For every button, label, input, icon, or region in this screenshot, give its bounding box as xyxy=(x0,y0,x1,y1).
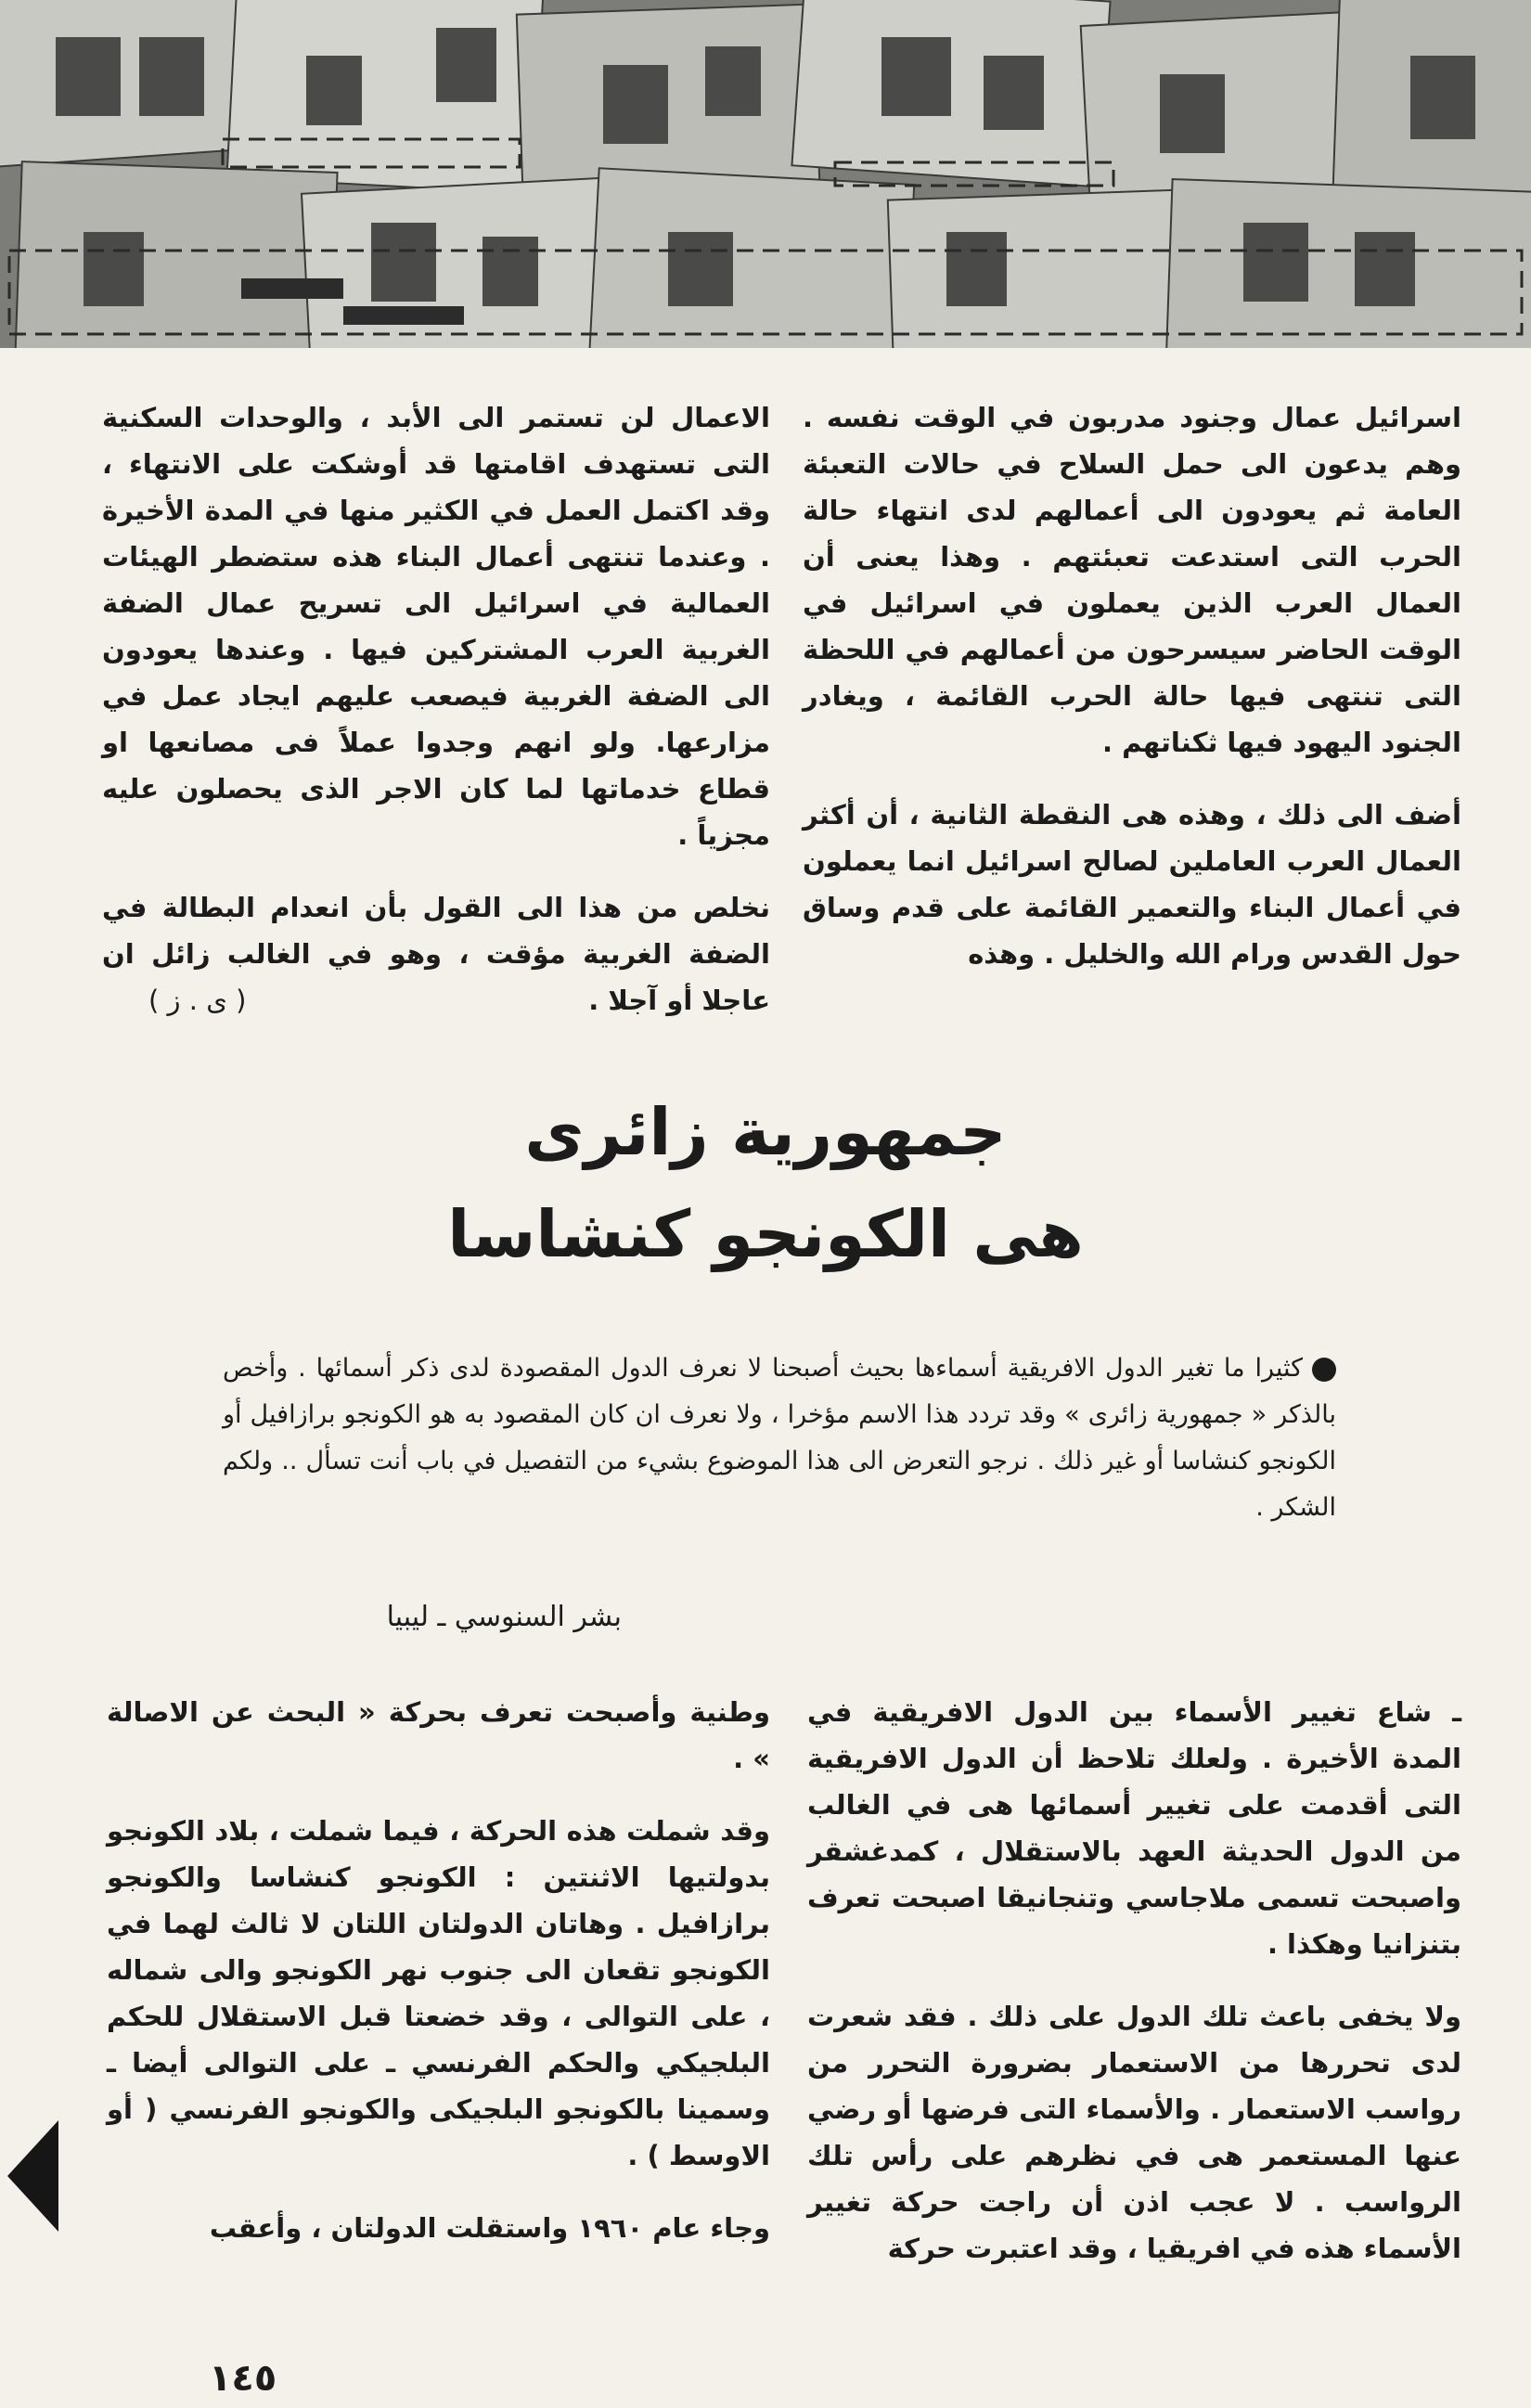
headline-line-2: هى الكونجو كنشاسا xyxy=(447,1196,1084,1272)
article-signature: ( ى . ز ) xyxy=(148,985,247,1016)
top-article-right-column xyxy=(803,394,1461,1003)
paragraph: اسرائيل عمال وجنود مدربون في الوقت نفسه . وهم يدعون الى حمل السلاح في حالات التعبئة العامة ثم يعودون الى أعمالهم لدى انتهاء حالة الحرب التى استدعت تعبئتهم . وهذا يعنى أن العمال العرب الذين يعملون في اسرائيل في الوقت الحاضر سيسرحون من أعمالهم في اللحظة التى تنتهى فيها حالة الحرب القائمة ، ويغادر الجنود اليهود فيها ثكناتهم . xyxy=(803,402,1461,758)
header-photo-envelopes xyxy=(0,0,1531,348)
paragraph: وطنية وأصبحت تعرف بحركة « البحث عن الاصالة » . xyxy=(107,1696,770,1774)
paragraph: أضف الى ذلك ، وهذه هى النقطة الثانية ، أن أكثر العمال العرب العاملين لصالح اسرائيل انما يعملون في أعمال البناء والتعمير القائمة على قدم وساق حول القدس ورام الله والخليل . وهذه xyxy=(803,799,1461,970)
paragraph: الاعمال لن تستمر الى الأبد ، والوحدات السكنية التى تستهدف اقامتها قد أوشكت على الانتهاء ، وقد اكتمل العمل في الكثير منها في المدة الأخيرة . وعندما تنتهى أعمال البناء هذه ستضطر الهيئات العمالية في اسرائيل الى تسريح عمال الضفة الغربية العرب المشتركين فيها . وعندها يعودون الى الضفة الغربية فيصعب عليهم ايجاد عمل في مزارعها. ولو انهم وجدوا عملاً فى مصانعها او قطاع خدماتها لما كان الاجر الذى يحصلون عليه مجزياً . xyxy=(102,402,770,851)
paragraph: وجاء عام ١٩٦٠ واستقلت الدولتان ، وأعقب xyxy=(209,2212,770,2244)
envelopes-collage-image xyxy=(0,0,1531,348)
headline-line-1: جمهورية زائرى xyxy=(524,1094,1007,1170)
question-text: كثيرا ما تغير الدول الافريقية أسماءها بحيث أصبحنا لا نعرف الدول المقصودة لدى ذكر أسمائها . وأخص بالذكر « جمهورية زائرى » وقد تردد هذا الاسم مؤخرا ، ولا نعرف ان كان المقصود به هو الكونجو برازافيل أو الكونجو كنشاسا أو غير ذلك . نرجو التعرض الى هذا الموضوع بشيء من التفصيل في باب أنت تسأل .. ولكم الشكر . xyxy=(223,1354,1336,1522)
paragraph-with-signature xyxy=(102,884,770,1024)
paragraph: وقد شملت هذه الحركة ، فيما شملت ، بلاد الكونجو بدولتيها الاثنتين : الكونجو كنشاسا والكونجو برازافيل . وهاتان الدولتان اللتان لا ثالث لهما في الكونجو تقعان الى جنوب نهر الكونجو والى شماله ، على التوالى ، وقد خضعتا قبل الاستقلال للحكم البلجيكي والحكم الفرنسي ـ على التوالى أيضا ـ وسمينا بالكونجو البلجيكى والكونجو الفرنسي ( أو الاوسط ) . xyxy=(107,1815,770,2171)
reader-question xyxy=(223,1346,1336,1531)
paragraph: ولا يخفى باعث تلك الدول على ذلك . فقد شعرت لدى تحررها من الاستعمار بضرورة التحرر من رواسب الاستعمار . والأسماء التى فرضها أو رضي عنها المستعمر هى في نظرهم على رأس تلك الرواسب . لا عجب اذن أن راجت حركة تغيير الأسماء هذه في افريقيا ، وقد اعتبرت حركة xyxy=(807,2001,1461,2264)
question-author: بشر السنوسي ـ ليبيا xyxy=(386,1601,622,1633)
top-article-left-column xyxy=(102,394,770,1049)
paragraph-text: نخلص من هذا الى القول بأن انعدام البطالة في الضفة الغربية مؤقت ، وهو في الغالب زائل ان عاجلا أو آجلا . xyxy=(102,892,770,1016)
answer-right-column xyxy=(807,1689,1461,2298)
answer-left-column xyxy=(107,1689,770,2277)
paragraph: ـ شاع تغيير الأسماء بين الدول الافريقية في المدة الأخيرة . ولعلك تلاحظ أن الدول الافريقية التى أقدمت على تغيير أسمائها هى في الغالب من الدول الحديثة العهد بالاستقلال ، كمدغشقر واصبحت تسمى ملاجاسي وتنجانيقا اصبحت تعرف بتنزانيا وهكذا . xyxy=(807,1696,1461,1960)
left-triangle-arrow-icon[interactable] xyxy=(7,2120,58,2232)
article-headline xyxy=(0,1081,1531,1285)
page-number: ١٤٥ xyxy=(209,2357,277,2400)
round-bullet-icon xyxy=(1312,1358,1336,1382)
